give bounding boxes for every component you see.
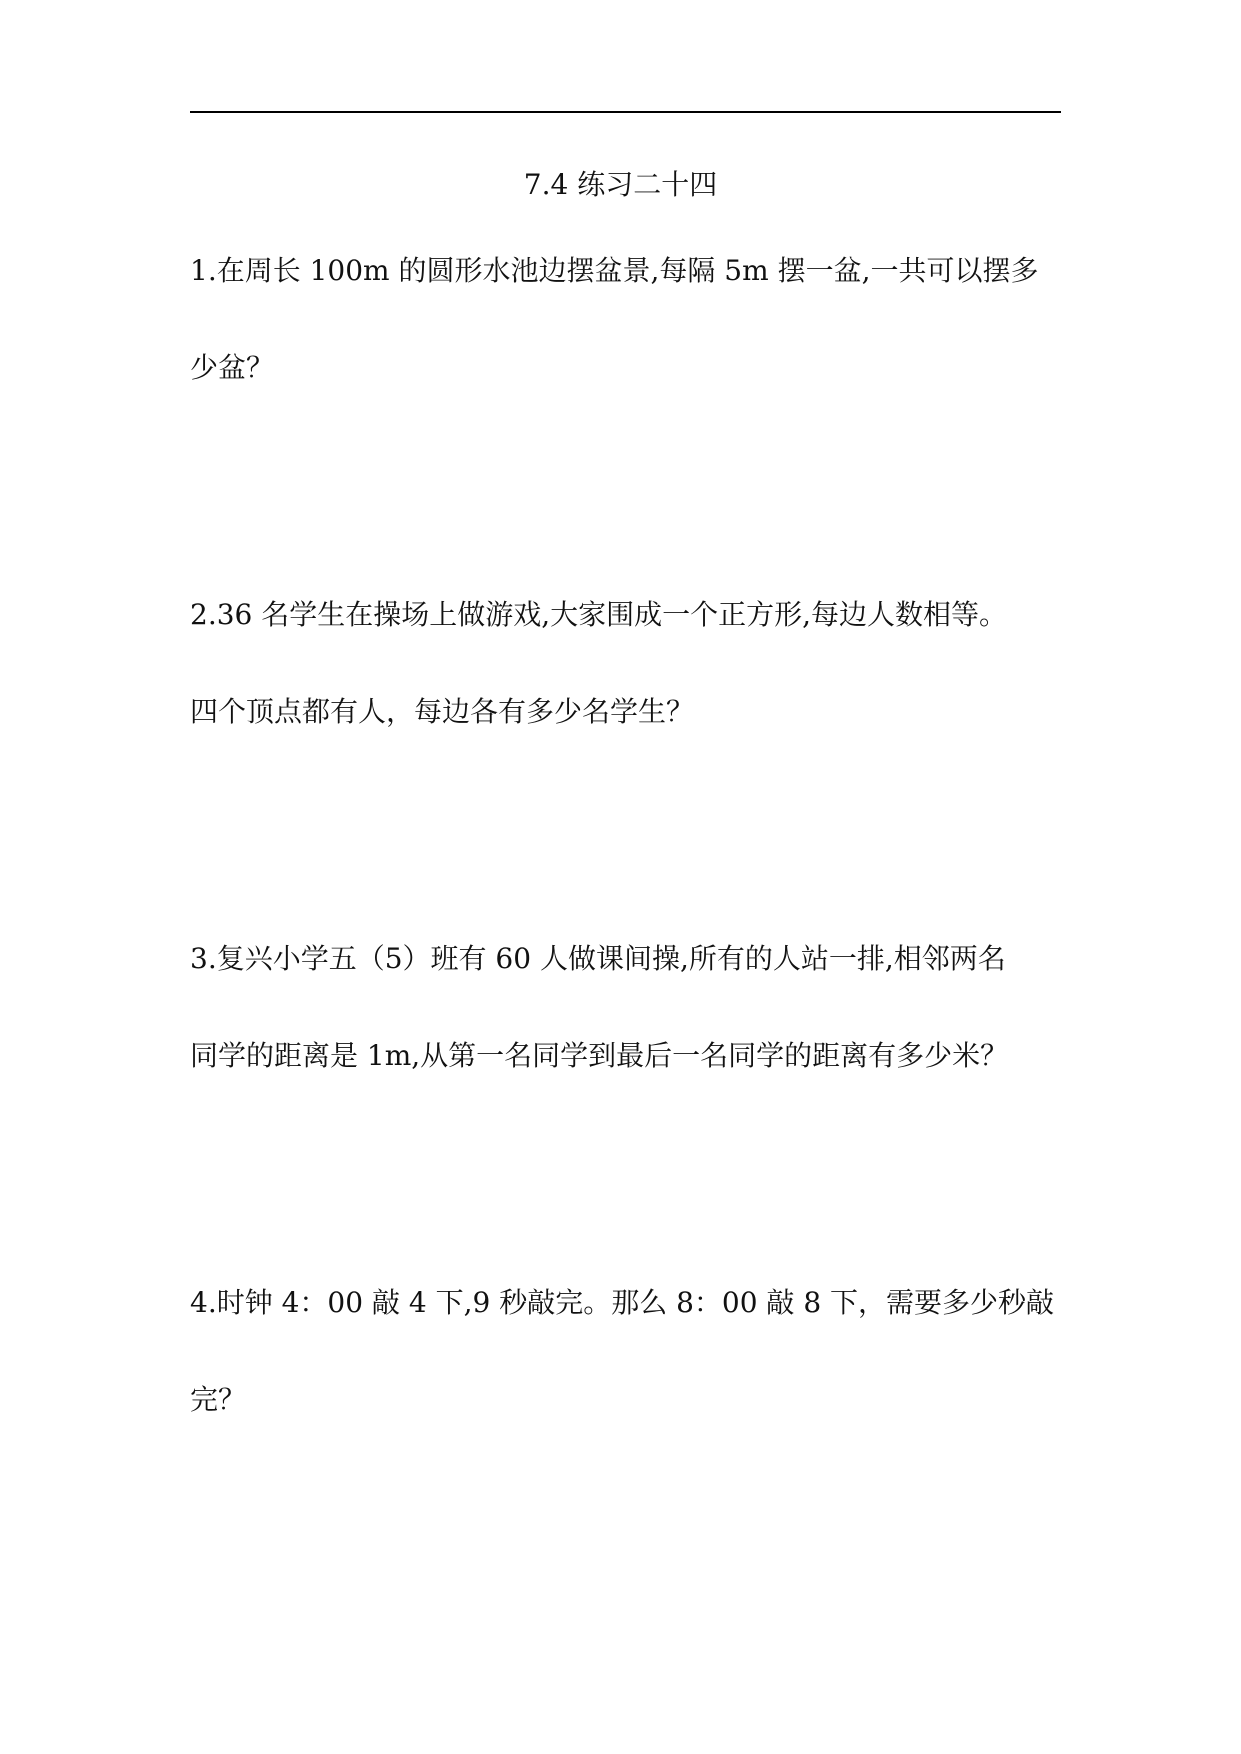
question-text-line: 1.在周长 100m 的圆形水池边摆盆景,每隔 5m 摆一盆,一共可以摆多 <box>190 254 1039 287</box>
question-text-line: 4.时钟 4：00 敲 4 下,9 秒敲完。那么 8：00 敲 8 下，需要多少秒敲 <box>190 1286 1055 1319</box>
question-text-line: 少盆？ <box>190 351 275 384</box>
page-title: 7.4 练习二十四 <box>523 168 718 201</box>
question-text-line: 同学的距离是 1m,从第一名同学到最后一名同学的距离有多少米？ <box>190 1039 1009 1072</box>
question-text-line: 3.复兴小学五（5）班有 60 人做课间操,所有的人站一排,相邻两名 <box>190 942 1006 975</box>
question-text-line: 2.36 名学生在操场上做游戏,大家围成一个正方形,每边人数相等。 <box>190 598 1008 631</box>
question-text-line: 四个顶点都有人，每边各有多少名学生？ <box>190 695 695 728</box>
question-text-line: 完？ <box>190 1383 247 1416</box>
header-rule <box>190 111 1061 113</box>
